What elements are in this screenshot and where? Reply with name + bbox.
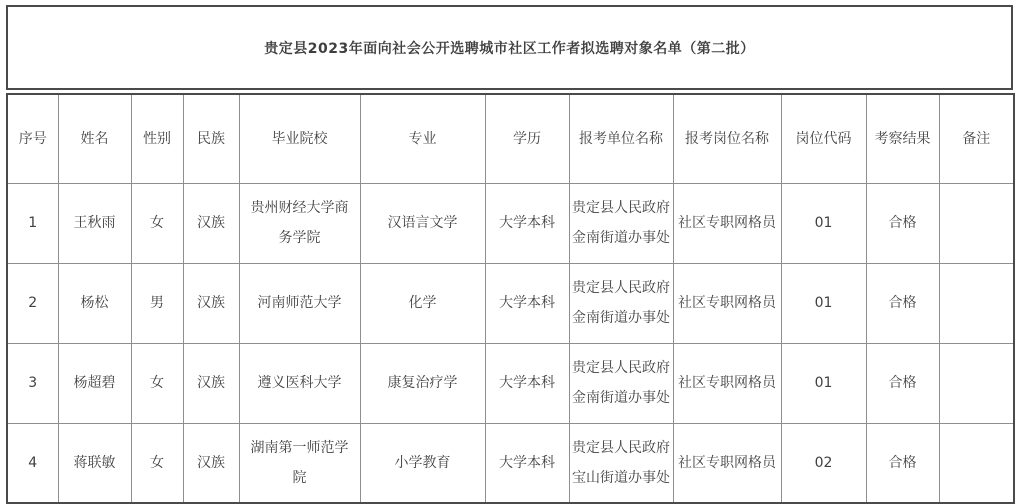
table-cell: 汉族 <box>183 263 239 343</box>
table-row <box>7 263 1014 343</box>
table-cell: 大学本科 <box>485 183 569 263</box>
table-cell: 汉族 <box>183 183 239 263</box>
table-cell: 汉族 <box>183 423 239 503</box>
roster-table <box>6 93 1015 504</box>
table-cell: 化学 <box>360 263 485 343</box>
table-cell: 合格 <box>866 343 939 423</box>
table-row <box>7 343 1014 423</box>
table-title: 贵定县2023年面向社会公开选聘城市社区工作者拟选聘对象名单（第二批） <box>6 5 1013 90</box>
table-cell: 河南师范大学 <box>239 263 360 343</box>
table-header-row <box>7 94 1014 183</box>
table-cell: 01 <box>781 343 866 423</box>
header-row <box>7 94 1014 183</box>
table-cell: 王秋雨 <box>58 183 131 263</box>
table-cell: 合格 <box>866 183 939 263</box>
table-cell: 贵定县人民政府金南街道办事处 <box>569 183 673 263</box>
header-cell: 性别 <box>131 94 183 183</box>
table-cell: 女 <box>131 183 183 263</box>
document <box>6 5 1013 504</box>
header-cell: 报考岗位名称 <box>673 94 781 183</box>
table-cell: 合格 <box>866 263 939 343</box>
table-cell: 女 <box>131 343 183 423</box>
table-row <box>7 183 1014 263</box>
table-cell: 杨超碧 <box>58 343 131 423</box>
table-cell: 1 <box>7 183 58 263</box>
table-cell: 01 <box>781 263 866 343</box>
table-cell: 小学教育 <box>360 423 485 503</box>
header-cell: 备注 <box>939 94 1014 183</box>
header-cell: 民族 <box>183 94 239 183</box>
table-cell: 湖南第一师范学院 <box>239 423 360 503</box>
table-cell <box>939 263 1014 343</box>
table-cell: 合格 <box>866 423 939 503</box>
table-cell <box>939 183 1014 263</box>
table-cell: 4 <box>7 423 58 503</box>
header-cell: 考察结果 <box>866 94 939 183</box>
table-cell <box>939 423 1014 503</box>
table-row <box>7 423 1014 503</box>
table-cell: 康复治疗学 <box>360 343 485 423</box>
header-cell: 毕业院校 <box>239 94 360 183</box>
table-cell: 大学本科 <box>485 263 569 343</box>
header-cell: 报考单位名称 <box>569 94 673 183</box>
table-cell: 社区专职网格员 <box>673 343 781 423</box>
table-cell: 社区专职网格员 <box>673 263 781 343</box>
table-body <box>7 183 1014 503</box>
table-cell: 02 <box>781 423 866 503</box>
table-cell: 杨松 <box>58 263 131 343</box>
table-cell: 2 <box>7 263 58 343</box>
table-cell: 男 <box>131 263 183 343</box>
header-cell: 序号 <box>7 94 58 183</box>
table-cell: 3 <box>7 343 58 423</box>
table-cell: 遵义医科大学 <box>239 343 360 423</box>
table-cell: 贵定县人民政府金南街道办事处 <box>569 343 673 423</box>
header-cell: 学历 <box>485 94 569 183</box>
header-cell: 专业 <box>360 94 485 183</box>
table-cell: 贵定县人民政府宝山街道办事处 <box>569 423 673 503</box>
header-cell: 岗位代码 <box>781 94 866 183</box>
table-cell: 贵定县人民政府金南街道办事处 <box>569 263 673 343</box>
table-cell: 01 <box>781 183 866 263</box>
table-cell: 社区专职网格员 <box>673 423 781 503</box>
table-cell: 大学本科 <box>485 423 569 503</box>
table-cell: 贵州财经大学商务学院 <box>239 183 360 263</box>
table-cell: 大学本科 <box>485 343 569 423</box>
table-cell: 蒋联敏 <box>58 423 131 503</box>
table-cell: 汉语言文学 <box>360 183 485 263</box>
table-cell: 汉族 <box>183 343 239 423</box>
table-cell: 女 <box>131 423 183 503</box>
header-cell: 姓名 <box>58 94 131 183</box>
table-cell: 社区专职网格员 <box>673 183 781 263</box>
table-cell <box>939 343 1014 423</box>
